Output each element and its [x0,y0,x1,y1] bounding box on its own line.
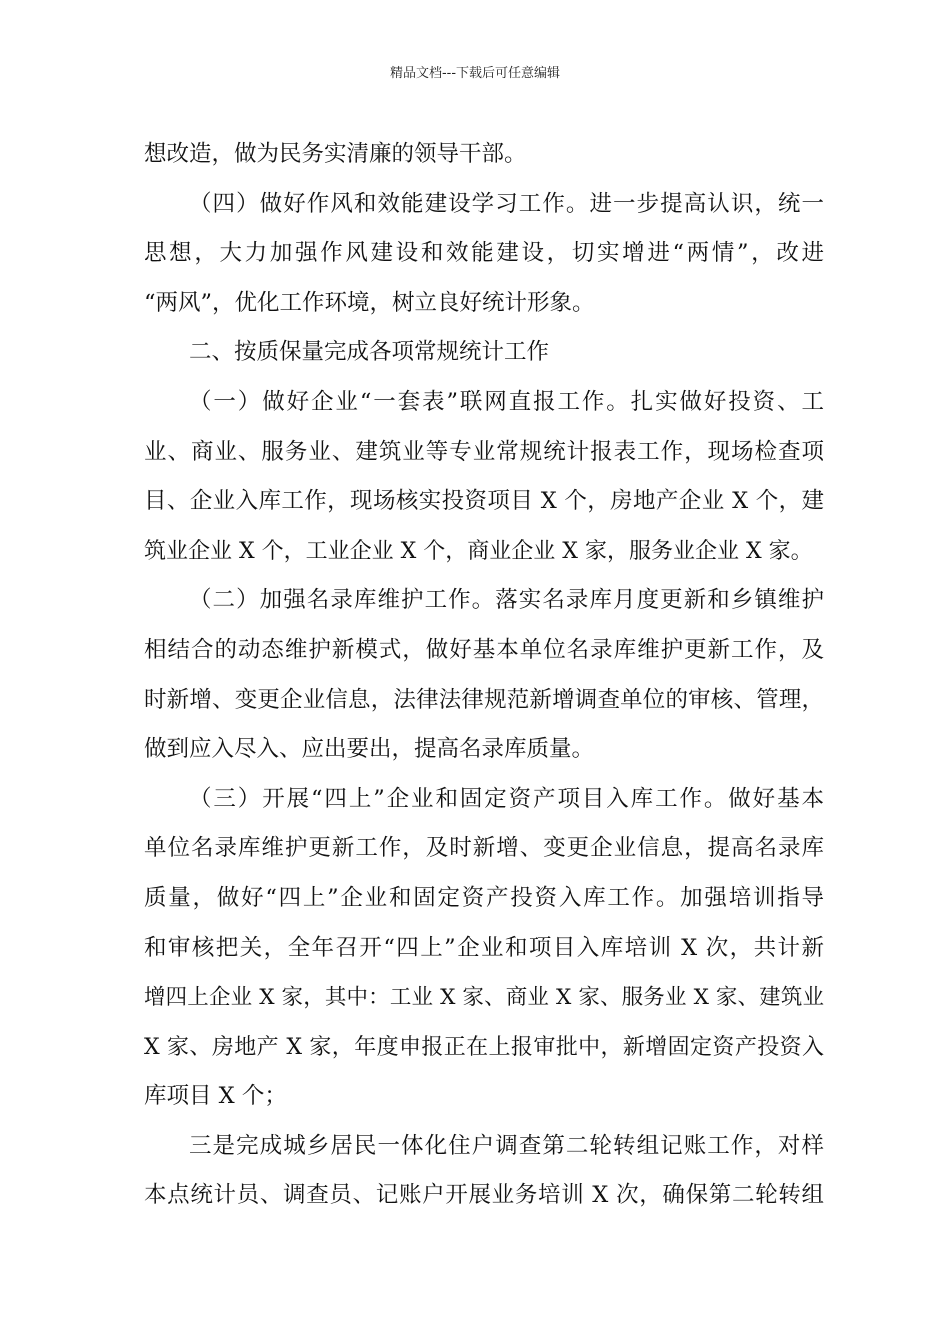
text-line: （四）做好作风和效能建设学习工作。进一步提高认识，统一 [189,190,824,217]
text-line: 本点统计员、调查员、记账户开展业务培训 X 次，确保第二轮转组 [144,1182,824,1209]
text-line: 增四上企业 X 家，其中：工业 X 家、商业 X 家、服务业 X 家、建筑业 [144,985,824,1011]
text-line: 想改造，做为民务实清廉的领导干部。 [144,141,527,167]
text-line: 相结合的动态维护新模式，做好基本单位名录库维护更新工作，及 [144,636,824,663]
document-body [144,130,824,1221]
text-line: 单位名录库维护更新工作，及时新增、变更企业信息，提高名录库 [144,835,824,862]
text-line: （三）开展“四上”企业和固定资产项目入库工作。做好基本 [189,785,824,812]
text-line: 做到应入尽入、应出要出，提高名录库质量。 [144,736,595,763]
page-header-note: 精品文档---下载后可任意编辑 [389,66,561,81]
text-line: （一）做好企业“一套表”联网直报工作。扎实做好投资、工 [189,388,824,415]
text-line: 和审核把关，全年召开“四上”企业和项目入库培训 X 次，共计新 [144,934,824,961]
text-line: （二）加强名录库维护工作。落实名录库月度更新和乡镇维护 [189,587,824,614]
text-line: 库项目 X 个； [144,1083,287,1110]
text-line: 三是完成城乡居民一体化住户调查第二轮转组记账工作，对样 [189,1132,824,1159]
text-line: 业、商业、服务业、建筑业等专业常规统计报表工作，现场检查项 [144,438,824,465]
text-line: 思想，大力加强作风建设和效能建设，切实增进“两情”，改进 [144,240,824,267]
text-line: X 家、房地产 X 家，年度申报正在上报审批中，新增固定资产投资入 [144,1034,824,1060]
text-line: 目、企业入库工作，现场核实投资项目 X 个，房地产企业 X 个，建 [144,488,824,515]
section-heading: 二、按质保量完成各项常规统计工作 [189,339,550,366]
text-line: 时新增、变更企业信息，法律法律规范新增调查单位的审核、管理， [144,686,824,713]
text-line: 筑业企业 X 个，工业企业 X 个，商业企业 X 家，服务业企业 X 家。 [144,538,813,564]
text-line: “两风”，优化工作环境，树立良好统计形象。 [144,289,595,316]
text-line: 质量，做好“四上”企业和固定资产投资入库工作。加强培训指导 [144,884,824,911]
